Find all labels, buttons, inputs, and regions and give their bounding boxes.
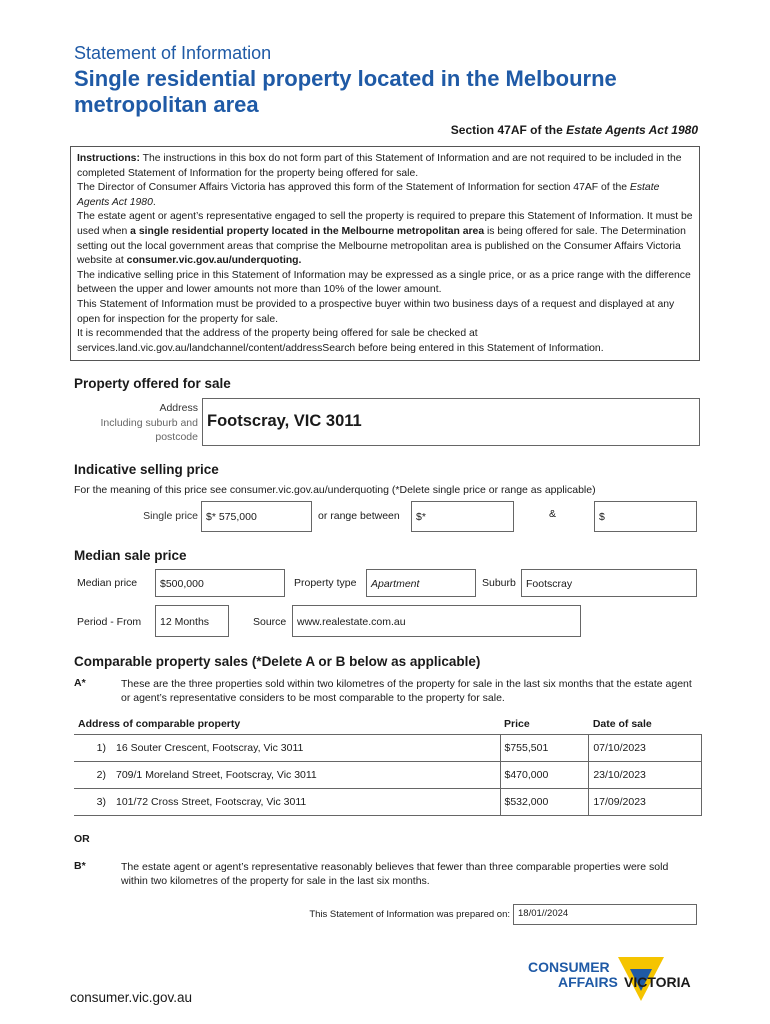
form-subtitle: Statement of Information bbox=[74, 43, 272, 63]
instructions-p6: It is recommended that the address of the property being offered for sale be checked at services.land.vic.gov.au/landchannel/content/addressSearch before being entered in this Statement of Information. bbox=[77, 328, 604, 354]
suburb-label: Suburb bbox=[482, 577, 516, 589]
option-b-text: The estate agent or agent’s representative reasonably believes that fewer than three comparable properties were sold within two kilometres of the property for sale in the last six months. bbox=[121, 861, 669, 887]
comparable-address-cell[interactable] bbox=[74, 788, 500, 815]
address-label-line2: Including suburb and bbox=[100, 416, 198, 429]
option-a-marker: A* bbox=[74, 677, 86, 689]
comparable-heading: Comparable property sales (*Delete A or B below as applicable) bbox=[74, 654, 481, 669]
period-field[interactable]: 12 Months bbox=[155, 605, 229, 637]
consumer-affairs-victoria-logo bbox=[526, 955, 706, 1007]
prepared-label: This Statement of Information was prepared on: bbox=[309, 909, 510, 920]
instructions-lead: Instructions: bbox=[77, 153, 140, 164]
property-type-label: Property type bbox=[294, 577, 357, 589]
comparable-price-cell[interactable]: $755,501 bbox=[500, 734, 589, 761]
median-heading: Median sale price bbox=[74, 548, 187, 563]
comparable-price-cell[interactable]: $470,000 bbox=[500, 761, 589, 788]
comparable-price-cell[interactable]: $532,000 bbox=[500, 788, 589, 815]
comparable-address: 16 Souter Crescent, Footscray, Vic 3011 bbox=[116, 741, 304, 754]
section-reference bbox=[451, 123, 698, 137]
comparable-address: 101/72 Cross Street, Footscray, Vic 3011 bbox=[116, 795, 307, 808]
underquoting-link[interactable]: consumer.vic.gov.au/underquoting. bbox=[126, 255, 302, 267]
single-price-label: Single price bbox=[143, 510, 198, 522]
address-field[interactable]: Footscray, VIC 3011 bbox=[202, 398, 700, 446]
table-row bbox=[74, 761, 702, 788]
address-label bbox=[70, 401, 198, 445]
range-ampersand: & bbox=[549, 508, 557, 520]
col-address-header: Address of comparable property bbox=[78, 717, 241, 730]
logo-line3: VICTORIA bbox=[624, 974, 691, 990]
instructions-box bbox=[70, 146, 700, 361]
comparable-address-cell[interactable] bbox=[74, 734, 500, 761]
median-price-field[interactable]: $500,000 bbox=[155, 569, 285, 597]
col-date-header: Date of sale bbox=[592, 717, 652, 730]
comparable-table-header bbox=[74, 714, 702, 734]
instructions-p3-cont: is being offered for sale. The Determination setting out the local government areas that comprise the Melbourne metropolitan area is published on the Consumer Affairs Victoria website at bbox=[77, 225, 686, 267]
prepared-date-field[interactable]: 18/01//2024 bbox=[513, 904, 697, 925]
property-type-field[interactable]: Apartment bbox=[366, 569, 476, 597]
option-b-marker: B* bbox=[74, 860, 86, 872]
comparable-date-cell[interactable]: 07/10/2023 bbox=[589, 734, 702, 761]
instructions-p1: The instructions in this box do not form part of this Statement of Information and are not required to be included in the completed Statement of Information for the property being offered for sale. bbox=[77, 153, 682, 179]
option-a-text: These are the three properties sold within two kilometres of the property for sale in the last six months that the estate agent or agent’s representative considers to be most comparable to the property for sale. bbox=[121, 678, 692, 704]
instructions-p2-act: Estate Agents Act 1980 bbox=[77, 182, 660, 208]
logo-line2: AFFAIRS bbox=[558, 974, 618, 990]
form-title: Single residential property located in the Melbourne metropolitan area bbox=[74, 66, 617, 117]
address-label-line1: Address bbox=[159, 402, 198, 414]
comparable-date-cell[interactable]: 23/10/2023 bbox=[589, 761, 702, 788]
property-heading: Property offered for sale bbox=[74, 376, 231, 391]
range-high-field[interactable]: $ bbox=[594, 501, 697, 532]
indicative-heading: Indicative selling price bbox=[74, 462, 219, 477]
comparable-table bbox=[74, 714, 702, 816]
row-number: 1) bbox=[96, 741, 106, 754]
table-row bbox=[74, 734, 702, 761]
instructions-p2-end: . bbox=[152, 196, 156, 208]
table-row bbox=[74, 788, 702, 815]
section-ref-act: Estate Agents Act 1980 bbox=[566, 123, 698, 137]
indicative-note: For the meaning of this price see consumer.vic.gov.au/underquoting (*Delete single price or range as applicable) bbox=[74, 484, 596, 496]
logo-line1: CONSUMER bbox=[528, 959, 610, 975]
range-label: or range between bbox=[318, 510, 400, 522]
suburb-field[interactable]: Footscray bbox=[521, 569, 697, 597]
source-label: Source bbox=[253, 616, 287, 628]
section-ref-prefix: Section 47AF of the bbox=[450, 123, 567, 137]
col-price-header: Price bbox=[504, 717, 530, 730]
source-field[interactable]: www.realestate.com.au bbox=[292, 605, 581, 637]
comparable-address: 709/1 Moreland Street, Footscray, Vic 3011 bbox=[116, 768, 317, 781]
or-label: OR bbox=[74, 833, 90, 845]
row-number: 3) bbox=[96, 795, 106, 808]
single-price-field[interactable]: $* 575,000 bbox=[201, 501, 312, 532]
comparable-date-cell[interactable]: 17/09/2023 bbox=[589, 788, 702, 815]
median-price-label: Median price bbox=[77, 577, 138, 589]
row-number: 2) bbox=[96, 768, 106, 781]
footer-url[interactable]: consumer.vic.gov.au bbox=[70, 990, 193, 1005]
instructions-p3: The estate agent or agent’s representative engaged to sell the property is required to prepare this Statement of Information. It must be used when bbox=[77, 211, 693, 237]
instructions-p4: The indicative selling price in this Statement of Information may be expressed as a single price, or as a price range with the difference between the upper and lower amounts not more than 10% of the lower amount. bbox=[77, 269, 691, 296]
range-low-field[interactable]: $* bbox=[411, 501, 514, 532]
instructions-p2: The Director of Consumer Affairs Victoria has approved this form of the Statement of Information for section 47AF of the bbox=[77, 182, 630, 194]
instructions-p3-bold: a single residential property located in the Melbourne metropolitan area bbox=[130, 225, 485, 237]
instructions-p5: This Statement of Information must be provided to a prospective buyer within two business days of a request and displayed at any open for inspection for the property for sale. bbox=[77, 298, 675, 325]
address-label-line3: postcode bbox=[155, 431, 198, 443]
comparable-address-cell[interactable] bbox=[74, 761, 500, 788]
period-label: Period - From bbox=[77, 616, 142, 628]
